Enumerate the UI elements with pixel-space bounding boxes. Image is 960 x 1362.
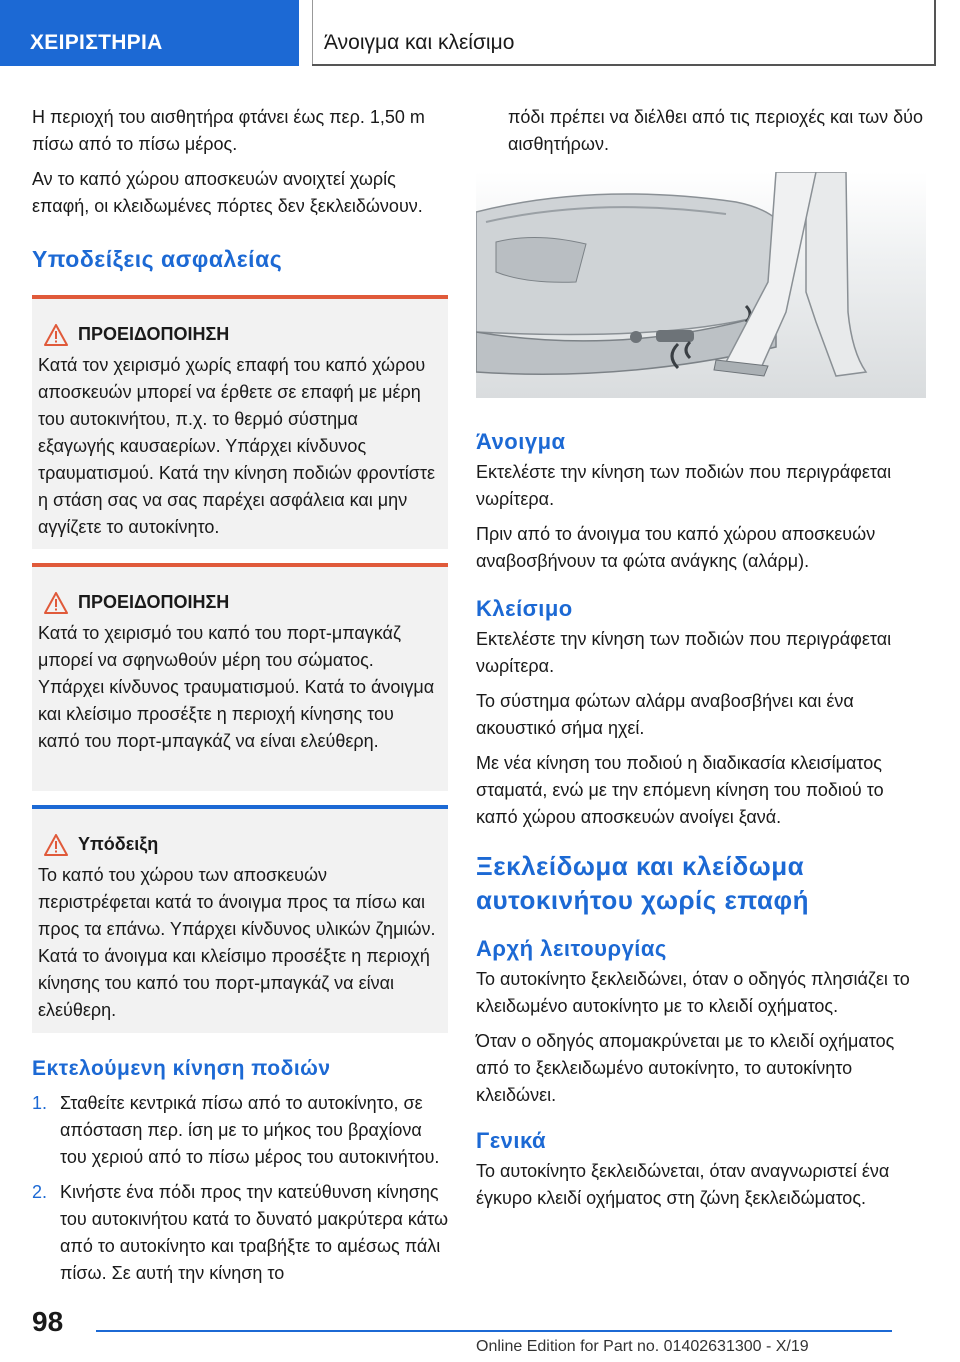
safety-heading: Υποδείξεις ασφαλείας xyxy=(32,246,283,272)
warning-box-1 xyxy=(32,295,448,549)
note-box xyxy=(32,805,448,1033)
note-title: Υπόδειξη xyxy=(78,834,159,854)
right-column xyxy=(476,104,926,1220)
continuation-paragraph: πόδι πρέπει να διέλθει από τις περιοχές και των δύο αισθητήρων. xyxy=(508,107,924,154)
general-heading: Γενικά xyxy=(476,1128,547,1153)
footer-rule xyxy=(96,1330,892,1332)
close-paragraph-1: Εκτελέστε την κίνηση των ποδιών που περιγράφεται νωρίτερα. xyxy=(476,629,892,676)
edition-footer: Online Edition for Part no. 01402631300 - X/19 xyxy=(476,1338,809,1355)
intro-paragraph-1: Η περιοχή του αισθητήρα φτάνει έως περ. 1,50 m πίσω από το πίσω μέρος. xyxy=(32,107,425,154)
car-rear-illustration xyxy=(476,172,926,398)
page-number: 98 xyxy=(32,1306,64,1337)
list-item xyxy=(32,1179,448,1287)
close-paragraph-2: Το σύστημα φώτων αλάρμ αναβοσβήνει και ένα ακουστικό σήμα ηχεί. xyxy=(476,691,854,738)
warning-title: ΠΡΟΕΙΔΟΠΟΙΗΣΗ xyxy=(78,324,230,344)
warning-text: Κατά τον χειρισμό χωρίς επαφή του καπό χώρου αποσκευών μπορεί να έρθετε σε επαφή με μέρη του αυτοκινήτου, π.χ. το θερμό σύστημα εξαγωγής καυσαερίων. Υπάρχει κίνδυνος τραυματισμού. Κατά την κίνηση ποδιών φροντίστε η στάση σας να σας παρέχει ασφάλεια και μην αγγίζετε το αυτοκίνητο. xyxy=(38,355,436,537)
foot-movement-heading: Εκτελούμενη κίνηση ποδιών xyxy=(32,1057,331,1080)
close-heading: Κλείσιμο xyxy=(476,596,573,621)
warning-box-2 xyxy=(32,563,448,791)
note-text: Το καπό του χώρου των αποσκευών περιστρέφεται κατά το άνοιγμα προς τα πίσω και προς τα επάνω. Υπάρχει κίνδυνος υλικών ζημιών. Κατά το άνοιγμα και κλείσιμο προσέξτε η περιοχή κίνησης του καπό του πορτ-μπαγκάζ να είναι ελεύθερη. xyxy=(38,865,436,1020)
list-item xyxy=(32,1090,448,1171)
step-number: 1. xyxy=(32,1093,48,1113)
page-header xyxy=(0,0,960,66)
step-number: 2. xyxy=(32,1182,48,1202)
warning-triangle-icon xyxy=(44,592,68,614)
chapter-title: Άνοιγμα και κλείσιμο xyxy=(312,0,936,66)
principle-paragraph-1: Το αυτοκίνητο ξεκλειδώνει, όταν ο οδηγός πλησιάζει το κλειδωμένο αυτοκίνητο με το κλειδί οχήματος. xyxy=(476,969,910,1016)
close-paragraph-3: Με νέα κίνηση του ποδιού η διαδικασία κλεισίματος σταματά, ενώ με την επόμενη κίνηση του ποδιού το καπό χώρου αποσκευών ανοίγει ξανά. xyxy=(476,753,884,827)
principle-heading: Αρχή λειτουργίας xyxy=(476,936,667,961)
intro-paragraph-2: Αν το καπό χώρου αποσκευών ανοιχτεί χωρίς επαφή, οι κλειδωμένες πόρτες δεν ξεκλειδώνουν. xyxy=(32,169,423,216)
general-paragraph-1: Το αυτοκίνητο ξεκλειδώνεται, όταν αναγνωριστεί ένα έγκυρο κλειδί οχήματος στη ζώνη ξεκλειδώματος. xyxy=(476,1161,890,1208)
caution-triangle-icon xyxy=(44,834,68,856)
keyless-heading: Ξεκλείδωμα και κλείδωμα αυτοκινήτου χωρίς επαφή xyxy=(476,851,809,915)
principle-paragraph-2: Όταν ο οδηγός απομακρύνεται με το κλειδί οχήματος από το ξεκλειδωμένο αυτοκίνητο, το αυτοκίνητο κλειδώνει. xyxy=(476,1031,895,1105)
warning-triangle-icon xyxy=(44,324,68,346)
warning-title: ΠΡΟΕΙΔΟΠΟΙΗΣΗ xyxy=(78,592,230,612)
step-text: Σταθείτε κεντρικά πίσω από το αυτοκίνητο, σε απόσταση περ. ίση με το μήκος του βραχίονα του χεριού από το πίσω μέρος του αυτοκινήτου. xyxy=(60,1093,440,1167)
open-heading: Άνοιγμα xyxy=(476,429,566,454)
open-paragraph-1: Εκτελέστε την κίνηση των ποδιών που περιγράφεται νωρίτερα. xyxy=(476,462,892,509)
steps-list xyxy=(32,1090,448,1287)
step-text: Κινήστε ένα πόδι προς την κατεύθυνση κίνησης του αυτοκινήτου κατά το δυνατό μακρύτερα κάτω από το αυτοκίνητο και τραβήξτε το αμέσως πάλι πίσω. Σε αυτή την κίνηση το xyxy=(60,1182,448,1283)
section-tab[interactable]: ΧΕΙΡΙΣΤΗΡΙΑ xyxy=(0,0,299,66)
trunk-foot-sensor-illustration xyxy=(476,172,926,398)
left-column xyxy=(32,104,448,1295)
open-paragraph-2: Πριν από το άνοιγμα του καπό χώρου αποσκευών αναβοσβήνουν τα φώτα ανάγκης (αλάρμ). xyxy=(476,524,876,571)
warning-text: Κατά το χειρισμό του καπό του πορτ-μπαγκάζ μπορεί να σφηνωθούν μέρη του σώματος. Υπάρχει κίνδυνος τραυματισμού. Κατά το άνοιγμα και κλείσιμο προσέξτε η περιοχή κίνησης του καπό του πορτ-μπαγκάζ να είναι ελεύθερη. xyxy=(38,623,435,751)
